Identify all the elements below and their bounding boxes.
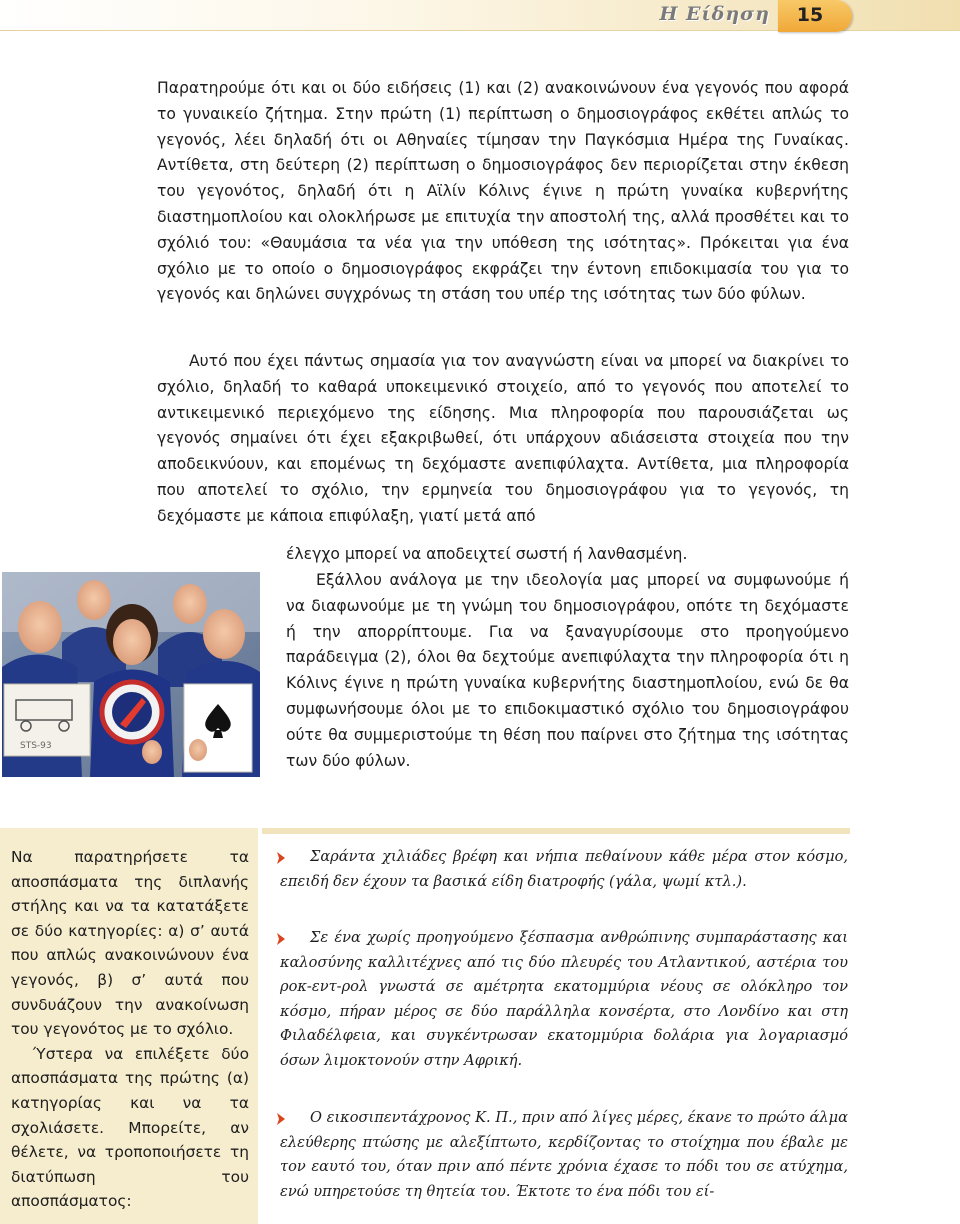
exercise-instructions xyxy=(11,845,249,1214)
paragraph-text: Εξάλλου ανάλογα με την ιδεολογία μας μπορεί να συμφωνούμε ή να διαφωνούμε με τη γνώμη του δημοσιογράφου, οπότε τη δεχόμαστε ή την απορρίπτουμε. Για να ξαναγυρίσουμε στο προηγούμενο παράδειγμα (2), όλοι θα δεχτούμε ανεπιφύλαχτα την πληροφορία ότι η Κόλινς έγινε η πρώτη γυναίκα κυβερνήτης διαστημοπλοίου, ενώ δε θα συμφωνήσουμε όλοι με το επιδοκιμαστικό σχόλιο του δημοσιογράφου ούτε θα συμμεριστούμε τη θέση που παίρνει στο ζήτημα της ισότητας των δύο φύλων. xyxy=(286,571,849,770)
page-number-tab xyxy=(778,0,852,32)
body-paragraph-3 xyxy=(286,568,849,774)
paragraph-text: έλεγχο μπορεί να αποδειχτεί σωστή ή λανθασμένη. xyxy=(286,545,688,563)
page-number: 15 xyxy=(796,4,824,26)
excerpt-1 xyxy=(280,845,848,894)
excerpt-text: Σαράντα χιλιάδες βρέφη και νήπια πεθαίνουν κάθε μέρα στον κόσμο, επειδή δεν έχουν τα βασικά είδη διατροφής (γάλα, ψωμί κτλ.). xyxy=(280,848,848,890)
mission-sign-text: STS-93 xyxy=(20,741,52,751)
excerpt-3 xyxy=(280,1106,848,1204)
paragraph-text: Αυτό που έχει πάντως σημασία για τον αναγνώστη είναι να μπορεί να διακρίνει το σχόλιο, δηλαδή το καθαρά υποκειμενικό στοιχείο, από το γεγονός που αποτελεί το αντικειμενικό περιεχόμενο της είδησης. Μια πληροφορία που παρουσιάζεται ως γεγονός σημαίνει ότι έχει εξακριβωθεί, ότι υπάρχουν αδιάσειστα στοιχεία που την αποδεικνύουν, και επομένως τη δεχόμαστε ανεπιφύλαχτα. Αντίθετα, μια πληροφορία που αποτελεί το σχόλιο, την ερμηνεία του δημοσιογράφου για το γεγονός, τη δεχόμαστε με κάποια επιφύλαξη, γιατί μετά από xyxy=(157,352,849,525)
paragraph-text: Παρατηρούμε ότι και οι δύο ειδήσεις (1) και (2) ανακοινώνουν ένα γεγονός που αφορά το γυναικείο ζήτημα. Στην πρώτη (1) περίπτωση ο δημοσιογράφος εκθέτει απλώς το γεγονός, λέει δηλαδή ότι οι Αθηναίες τίμησαν την Παγκόσμια Ημέρα της Γυναίκας. Αντίθετα, στη δεύτερη (2) περίπτωση ο δημοσιογράφος δεν περιορίζεται στην έκθεση του γεγονότος, δηλαδή ότι η Αϊλίν Κόλινς έγινε η πρώτη γυναίκα κυβερνήτης διαστημοπλοίου και ολοκλήρωσε με επιτυχία την αποστολή της, αλλά προσθέτει και το σχόλιό του: «Θαυμάσια τα νέα για την υπόθεση της ισότητας». Πρόκειται για ένα σχόλιο με το οποίο ο δημοσιογράφος εκφράζει την έντονη επιδοκιμασία του για το γεγονός και δηλώνει συγχρόνως τη στάση του υπέρ της ισότητας των δύο φύλων. xyxy=(157,79,849,304)
exercise-paragraph-2: Ύστερα να επιλέξετε δύο αποσπάσματα της πρώτης (α) κατηγορίας και να τα σχολιάσετε. Μπορείτε, αν θέλετε, να τροποποιήσετε τη διατύπωση του αποσπάσματος: xyxy=(11,1044,249,1211)
body-paragraph-2-continued xyxy=(286,542,849,568)
astronaut-crew-photo xyxy=(2,572,260,777)
excerpts-top-rule xyxy=(262,828,850,834)
astronaut-photo-illustration xyxy=(2,572,260,777)
excerpt-text: Σε ένα χωρίς προηγούμενο ξέσπασμα ανθρώπινης συμπαράστασης και καλοσύνης καλλιτέχνες από τις δύο πλευρές του Ατλαντικού, αστέρια του ροκ-εντ-ρολ γνωστά σε αμέτρητα εκατομμύρια νέους σε ολόκληρο τον κόσμο, πήραν μέρος σε δύο παράλληλα κονσέρτα, στο Λονδίνο και στη Φιλαδέλφεια, και συγκέντρωσαν εκατομμύρια δολάρια για λογαριασμό όσων λιμοκτονούν στην Αφρική. xyxy=(280,929,848,1069)
exercise-paragraph-1: Να παρατηρήσετε τα αποσπάσματα της διπλανής στήλης και να τα κατατάξετε σε δύο κατηγορίες: α) σ’ αυτά που απλώς ανακοινώνουν ένα γεγονός, β) σ’ αυτά που συνδυάζουν την ανακοίνωση του γεγονότος με το σχόλιο. xyxy=(11,848,249,1039)
body-paragraph-1 xyxy=(157,76,849,308)
header-bar xyxy=(0,0,960,31)
excerpt-2 xyxy=(280,926,848,1074)
excerpt-text: Ο εικοσιπεντάχρονος Κ. Π., πριν από λίγες μέρες, έκανε το πρώτο άλμα ελεύθερης πτώσης με αλεξίπτωτο, κερδίζοντας το στοίχημα που έβαλε με τον εαυτό του, όταν πριν από πέντε χρόνια έχασε το πόδι του σε ατύχημα, ενώ υπηρετούσε τη θητεία του. Έκτοτε το ένα πόδι του εί- xyxy=(280,1109,848,1200)
section-title: Η Είδηση xyxy=(659,3,770,25)
body-paragraph-2 xyxy=(157,349,849,530)
